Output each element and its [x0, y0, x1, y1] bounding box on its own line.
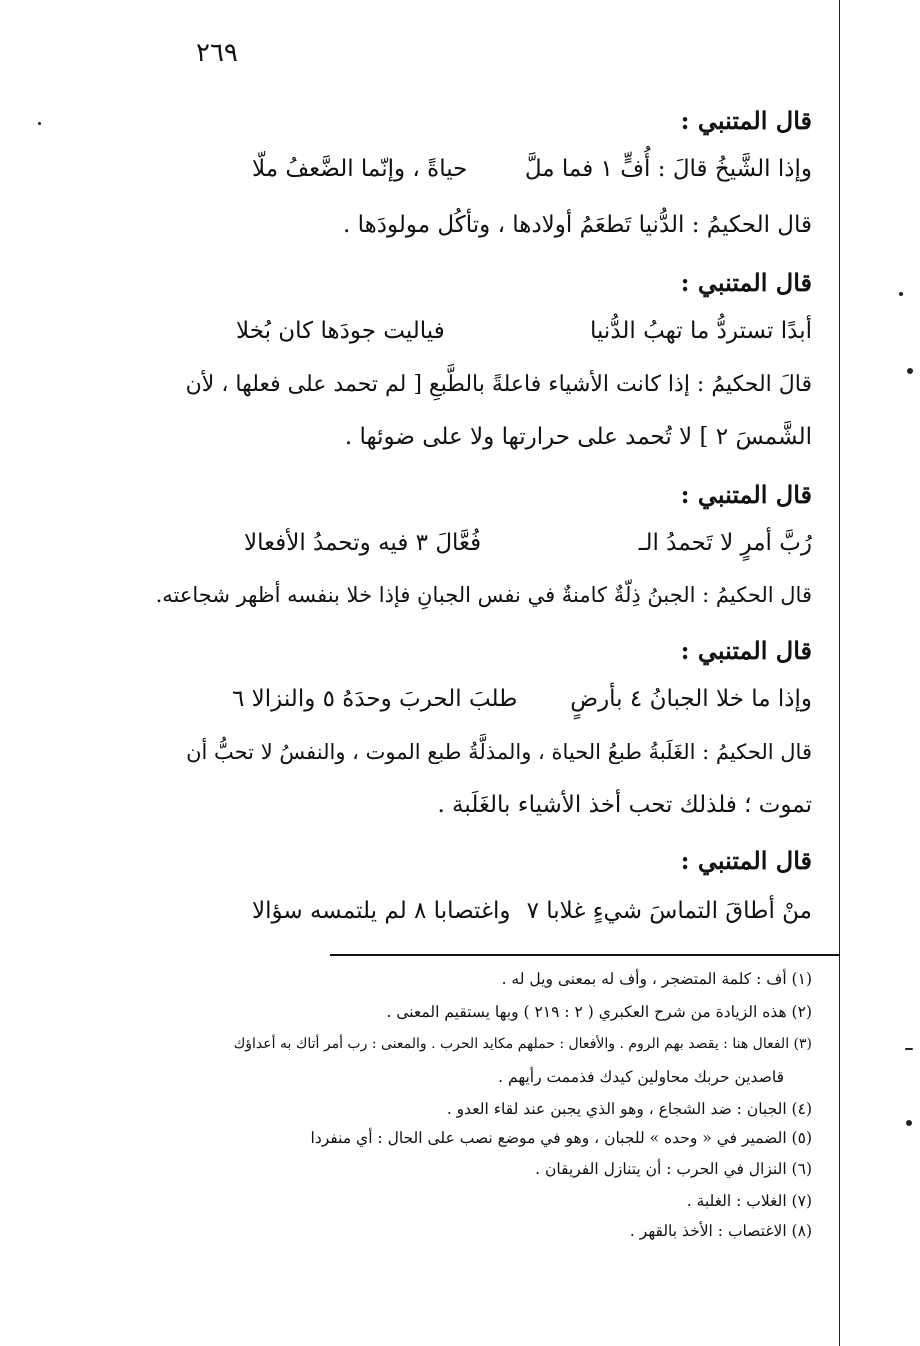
verse-hemistich-second: واغتصابا ٨ لم يلتمسه سؤالا [252, 898, 511, 924]
footnote: (٦) النزال في الحرب : أن يتنازل الفريقان . [535, 1160, 812, 1178]
footnote: (٢) هذه الزيادة من شرح العكبري ( ٢ : ٢١٩ ) وبها يستقيم المعنى . [386, 1003, 812, 1021]
verse-hemistich-first: رُبَّ أمرٍ لا تَحمدُ الـ [638, 530, 812, 556]
prose-line: قال الحكيمُ : الغَلَبةُ طبعُ الحياة ، والمذلَّةُ طبع الموت ، والنفسُ لا تحبُّ أن [186, 740, 812, 764]
footnote: (١) أف : كلمة المتضجر ، وأف له بمعنى ويل له . [501, 970, 812, 988]
verse-hemistich-first: وإذا ما خلا الجبانُ ٤ بأرضٍ [570, 686, 812, 712]
verse-hemistich-first: أبدًا تستردُّ ما تهبُ الدُّنيا [589, 318, 812, 344]
speaker-line: قال المتنبي : [680, 636, 812, 665]
page-number: ٢٦٩ [196, 38, 238, 68]
scan-speck [906, 1120, 912, 1126]
prose-line: قال الحكيمُ : الجبنُ ذِلّةٌ كامنةٌ في نفس الجبانِ فإذا خلا بنفسه أظهر شجاعته. [155, 583, 812, 607]
footnote-separator [330, 954, 840, 956]
speaker-line: قال المتنبي : [680, 480, 812, 509]
verse-hemistich-second: فُعَّالَ ٣ فيه وتحمدُ الأفعالا [244, 530, 482, 556]
verse-line [252, 898, 812, 924]
speaker-line: قال المتنبي : [680, 268, 812, 297]
footnote-continuation: قاصدين حربك محاولين كيدك فذممت رأيهم . [498, 1068, 784, 1086]
footnote: (٣) الفعال هنا : يقصد بهم الروم . والأفعال : حملهم مكايد الحرب . والمعنى : رب أمر أتاك به أعداؤك [233, 1036, 812, 1052]
prose-line: تموت ؛ فلذلك تحب أخذ الأشياء بالغَلَبة . [437, 792, 812, 818]
verse-line [244, 530, 812, 556]
verse-hemistich-second: حياةً ، وإنّما الضَّعفُ ملّا [252, 156, 468, 182]
footnote: (٨) الاغتصاب : الأخذ بالقهر . [629, 1222, 812, 1240]
verse-line [236, 318, 812, 344]
verse-line [232, 686, 812, 712]
verse-hemistich-first: منْ أطاقَ التماسَ شيءٍ غلابا ٧ [526, 898, 812, 924]
footnote: (٥) الضمير في « وحده » للجبان ، وهو في موضع نصب على الحال : أي منفردا [310, 1129, 812, 1147]
verse-line [252, 156, 812, 182]
speaker-line: قال المتنبي : [680, 106, 812, 135]
scan-speck [899, 292, 903, 296]
verse-hemistich-first: وإذا الشَّيخُ قالَ : أُفٍّ ١ فما ملَّ [524, 156, 812, 182]
prose-line: قالَ الحكيمُ : إذا كانت الأشياء فاعلةً بالطَّبعِ [ لم تحمد على فعلها ، لأن [185, 372, 812, 397]
speaker-line: قال المتنبي : [680, 846, 812, 875]
scan-speck [905, 1048, 913, 1050]
prose-line: الشَّمسَ ٢ ] لا تُحمد على حرارتها ولا على ضوئها . [344, 424, 812, 450]
page-edge-line [839, 0, 840, 1346]
scan-speck [38, 122, 41, 125]
scan-speck [907, 368, 913, 374]
verse-hemistich-second: فياليت جودَها كان بُخلا [236, 318, 445, 344]
verse-hemistich-second: طلبَ الحربَ وحدَهُ ٥ والنزالا ٦ [232, 686, 518, 712]
footnote: (٧) الغلاب : الغلبة . [686, 1192, 812, 1210]
prose-line: قال الحكيمُ : الدُّنيا تَطعَمُ أولادها ، وتأكُل مولودَها . [342, 212, 812, 238]
footnote: (٤) الجبان : ضد الشجاع ، وهو الذي يجبن عند لقاء العدو . [446, 1100, 812, 1118]
